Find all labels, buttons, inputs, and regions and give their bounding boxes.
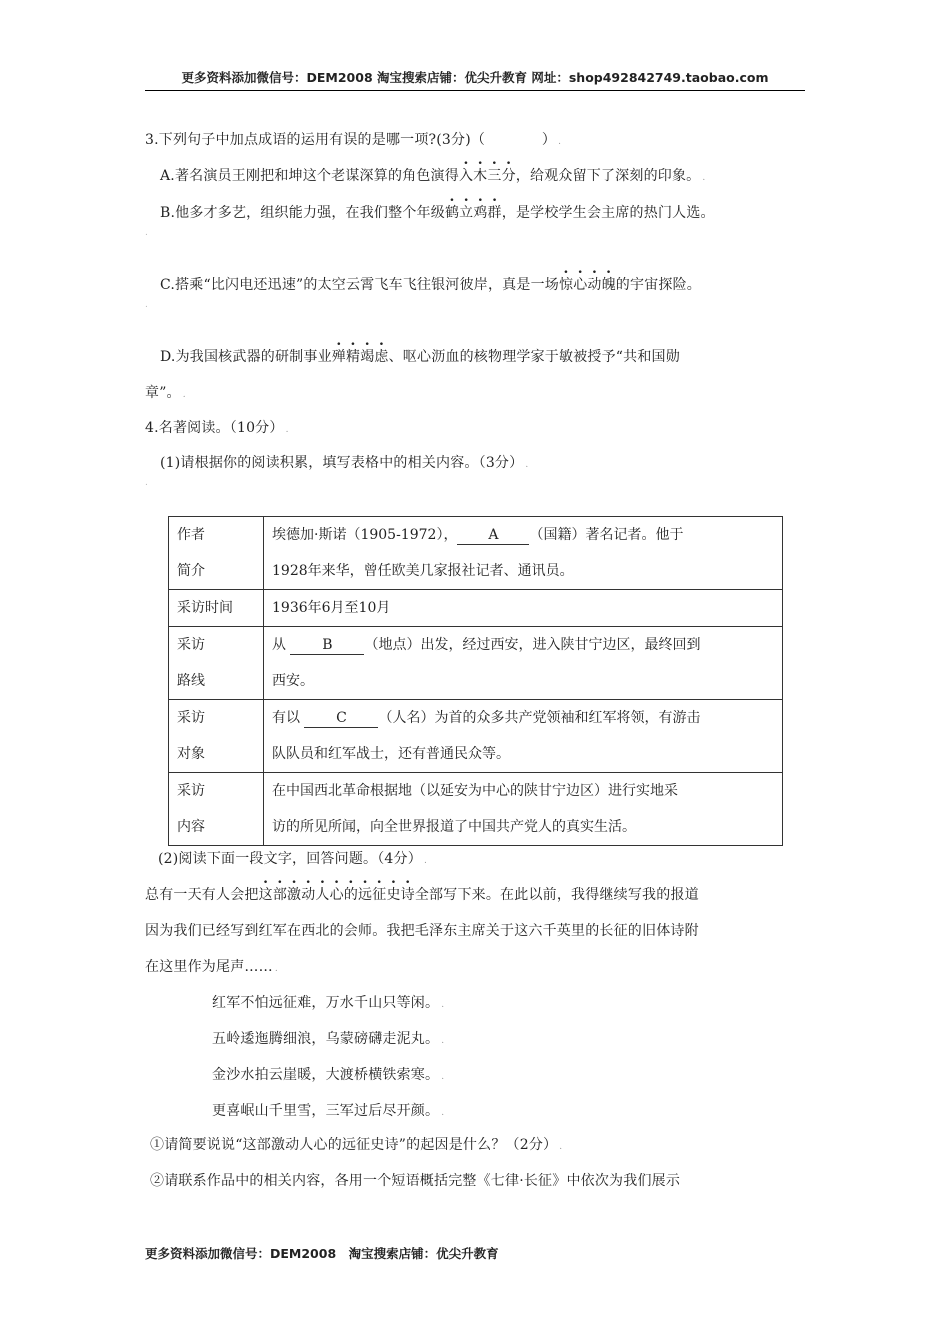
table-row — [169, 700, 783, 773]
table-row — [169, 627, 783, 700]
q4-stem: 4.名著阅读。（10分） . — [145, 420, 289, 436]
q3-option-a: A.著名演员王刚把和坤这个老谋深算的角色演得入木三分，给观众留下了深刻的印象。 . — [160, 168, 706, 184]
poem-line: 金沙水拍云崖暖，大渡桥横铁索寒。 . — [212, 1067, 445, 1083]
poem-line: 五岭逶迤腾细浪，乌蒙磅礴走泥丸。 . — [212, 1031, 445, 1047]
q3-option-c: C.搭乘“比闪电还迅速”的太空云霄飞车飞往银河彼岸，真是一场惊心动魄的宇宙探险。 — [160, 277, 701, 293]
page-header: 更多资料添加微信号：DEM2008 淘宝搜索店铺：优尖升教育 网址：shop492842749.taobao.com — [145, 68, 805, 91]
table-key: 采访 路线 — [169, 627, 264, 700]
table-value: 有以 C （人名）为首的众多共产党领袖和红军将领，有游击 队队员和红军战士，还有普通民众等。 — [264, 700, 783, 773]
q3-option-d-cont: 章”。 . — [145, 385, 186, 401]
table-key: 采访 对象 — [169, 700, 264, 773]
poem-line: 红军不怕远征难，万水千山只等闲。 . — [212, 995, 445, 1011]
blank-c[interactable]: C — [304, 709, 378, 728]
question-b: ②请联系作品中的相关内容，各用一个短语概括完整《七律·长征》中依次为我们展示 — [150, 1173, 681, 1189]
q3-option-b: B.他多才多艺，组织能力强，在我们整个年级鹤立鸡群，是学校学生会主席的热门人选。 — [160, 205, 715, 221]
table-value: 埃德加·斯诺（1905-1972）， A （国籍）著名记者。他于 1928年来华，曾任欧美几家报社记者、通讯员。 — [264, 517, 783, 590]
page-footer: 更多资料添加微信号：DEM2008 淘宝搜索店铺：优尖升教育 — [145, 1246, 499, 1261]
table-value: 在中国西北革命根据地（以延安为中心的陕甘宁边区）进行实地采 访的所见所闻，向全世界报道了中国共产党人的真实生活。 — [264, 773, 783, 846]
table-value: 1936年6月至10月 — [264, 590, 783, 627]
poem-line: 更喜岷山千里雪，三军过后尽开颜。 . — [212, 1103, 445, 1119]
q4-sub1: (1)请根据你的阅读积累，填写表格中的相关内容。（3分） . — [160, 455, 529, 471]
table-row — [169, 773, 783, 846]
table-row — [169, 517, 783, 590]
table-value: 从 B （地点）出发，经过西安，进入陕甘宁边区，最终回到 西安。 — [264, 627, 783, 700]
passage-line-2: 因为我们已经写到红军在西北的会师。我把毛泽东主席关于这六千英里的长征的旧体诗附 — [145, 923, 699, 939]
blank-b[interactable]: B — [290, 636, 364, 655]
table-key: 采访 内容 — [169, 773, 264, 846]
question-a: ①请简要说说“这部激动人心的远征史诗”的起因是什么？（2分） . — [150, 1137, 563, 1153]
reading-table — [168, 516, 783, 846]
blank-a[interactable]: A — [457, 526, 529, 545]
q3-option-d: D.为我国核武器的研制事业殚精竭虑、呕心沥血的核物理学家于敏被授予“共和国勋 — [160, 349, 680, 365]
passage-line-1: 总有一天有人会把这部激动人心的远征史诗全部写下来。在此以前，我得继续写我的报道 — [145, 887, 699, 903]
q4-sub2: (2)阅读下面一段文字，回答问题。（4分） . — [158, 851, 427, 867]
passage-line-3: 在这里作为尾声…… . — [145, 959, 278, 975]
q3-stem: 3.下列句子中加点成语的运用有误的是哪一项?(3分)（ ） . — [145, 132, 562, 148]
table-key: 作者 简介 — [169, 517, 264, 590]
table-key: 采访时间 — [169, 590, 264, 627]
table-row — [169, 590, 783, 627]
